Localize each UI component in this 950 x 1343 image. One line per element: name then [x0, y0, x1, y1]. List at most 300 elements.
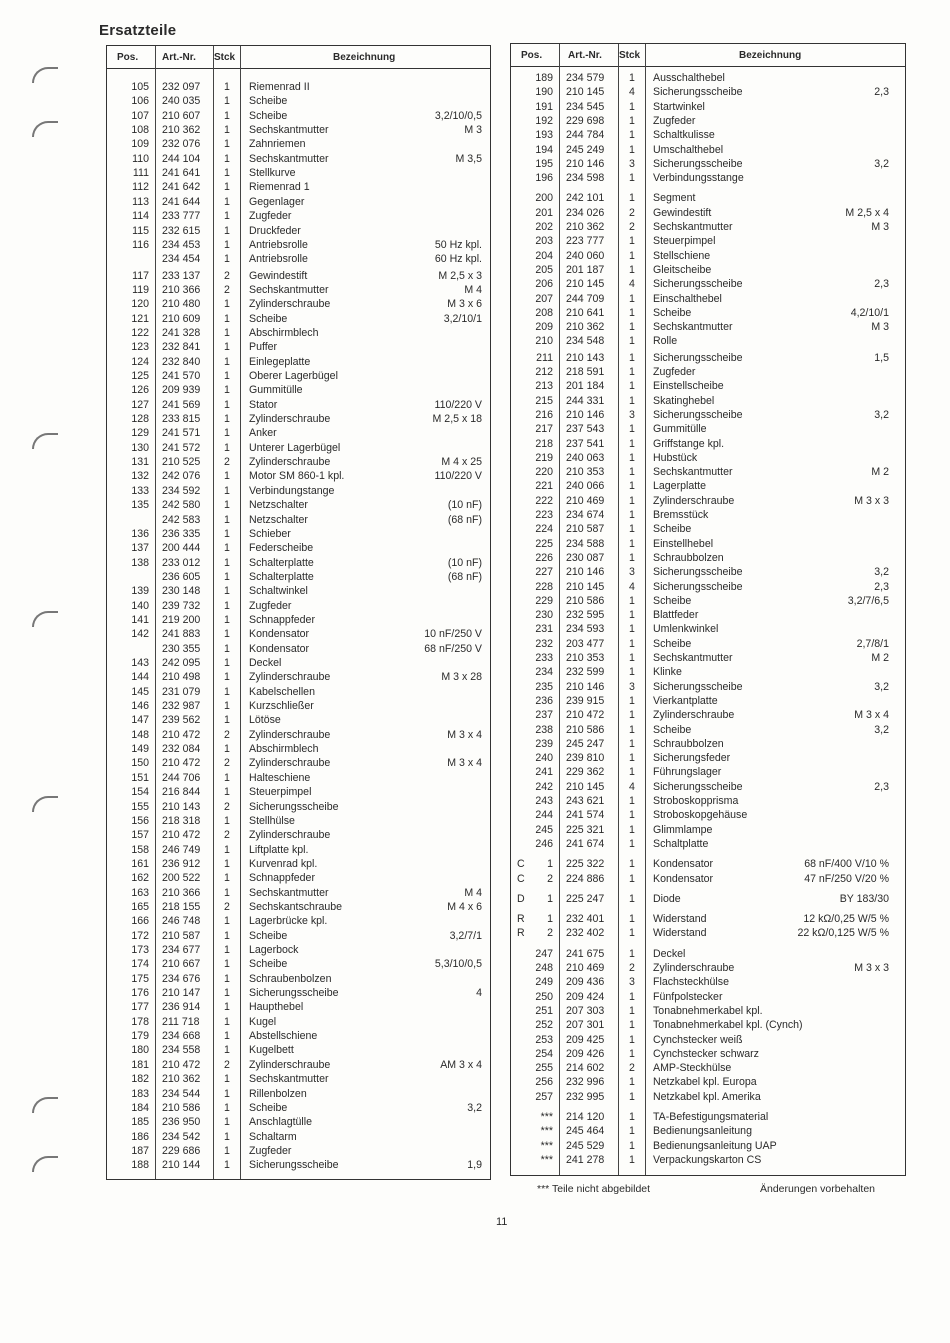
row-qty: 1: [224, 441, 230, 454]
row-spec: 47 nF/250 V/20 %: [804, 872, 889, 885]
table-row: [107, 469, 490, 483]
row-art-nr: 245 249: [566, 143, 605, 156]
row-spec: 2,3: [874, 780, 889, 793]
row-art-nr: 241 278: [566, 1153, 605, 1166]
row-qty: 1: [629, 423, 635, 436]
row-spec: 2,3: [874, 580, 889, 593]
binder-hole-mark: [32, 1097, 58, 1113]
row-art-nr: 246 749: [162, 843, 201, 856]
table-row: [511, 872, 905, 886]
row-qty: 1: [629, 235, 635, 248]
row-description: Sicherungsscheibe: [249, 800, 339, 813]
row-art-nr: 246 748: [162, 915, 201, 928]
row-spec: 68 nF/400 V/10 %: [804, 858, 889, 871]
row-art-nr: 241 675: [566, 947, 605, 960]
row-art-nr: 211 718: [162, 1015, 200, 1028]
row-description: Schraubbolzen: [653, 737, 724, 750]
table-row: [511, 765, 905, 779]
row-art-nr: 210 480: [162, 298, 201, 311]
row-qty: 1: [224, 499, 230, 512]
row-art-nr: 236 950: [162, 1116, 201, 1129]
row-description: Sicherungsscheibe: [653, 566, 743, 579]
table-row: [511, 422, 905, 436]
row-art-nr: 242 095: [162, 657, 201, 669]
row-description: Verpackungskarton CS: [653, 1153, 762, 1166]
row-qty: 1: [224, 470, 230, 483]
row-qty: 1: [224, 1015, 230, 1028]
table-row: [511, 365, 905, 379]
row-description: Widerstand: [653, 927, 707, 940]
row-qty: 2: [224, 728, 230, 741]
row-art-nr: 244 104: [162, 152, 201, 165]
table-row: [511, 680, 905, 694]
row-qty: 1: [629, 523, 635, 536]
row-description: Sechskantmutter: [653, 466, 733, 479]
row-art-nr: 225 247: [566, 892, 605, 905]
row-spec: (10 nF): [447, 556, 482, 569]
row-art-nr: 236 605: [162, 570, 201, 583]
row-qty: 1: [224, 167, 230, 180]
row-description: Schalterplatte: [249, 570, 314, 583]
row-art-nr: 210 362: [162, 1073, 201, 1086]
row-description: Zylinderschraube: [249, 671, 331, 684]
row-art-nr: 210 472: [162, 829, 201, 842]
row-spec: 5,3/10/0,5: [434, 958, 482, 971]
row-pos: 202: [535, 221, 553, 233]
binder-hole-mark: [32, 1156, 58, 1172]
row-qty: 4: [629, 278, 635, 291]
row-prefix: R: [517, 927, 525, 940]
row-art-nr: 210 607: [162, 109, 201, 122]
row-pos: ***: [540, 1153, 553, 1166]
row-pos: 251: [535, 1004, 553, 1017]
row-pos: 252: [535, 1019, 553, 1032]
table-row: [107, 1029, 490, 1043]
row-art-nr: 244 709: [566, 292, 605, 305]
row-art-nr: 225 321: [566, 823, 605, 836]
row-qty: 1: [629, 380, 635, 393]
row-spec: M 3: [871, 221, 889, 233]
row-qty: 2: [224, 456, 230, 469]
row-pos: 189: [535, 72, 553, 84]
row-art-nr: 209 425: [566, 1033, 605, 1046]
row-description: Klinke: [653, 666, 682, 679]
table-row: [107, 513, 490, 527]
row-spec: 3,2/7/1: [449, 929, 482, 942]
row-qty: 1: [629, 351, 635, 364]
row-art-nr: 232 840: [162, 355, 201, 368]
row-description: Stellkurve: [249, 167, 296, 180]
row-pos: 242: [535, 780, 553, 793]
row-description: Verbindungstange: [249, 484, 335, 497]
row-qty: 1: [629, 451, 635, 464]
row-art-nr: 201 184: [566, 380, 605, 393]
row-art-nr: 234 579: [566, 72, 605, 84]
row-pos: 142: [131, 628, 149, 641]
row-pos: 146: [131, 700, 149, 713]
row-pos: 176: [131, 987, 149, 1000]
row-art-nr: 210 469: [566, 962, 605, 974]
row-description: Lagerplatte: [653, 480, 707, 493]
row-description: Hubstück: [653, 451, 698, 464]
table-row: [107, 900, 490, 914]
row-art-nr: 210 641: [566, 306, 605, 319]
row-qty: 1: [629, 1076, 635, 1089]
row-pos: 175: [131, 972, 149, 985]
row-spec: 50 Hz kpl.: [434, 238, 482, 251]
table-row: [107, 123, 490, 137]
row-description: Sicherungsscheibe: [653, 408, 743, 421]
row-pos: 177: [131, 1001, 149, 1014]
row-art-nr: 242 580: [162, 499, 201, 512]
table-row: [511, 1139, 905, 1153]
row-pos: 178: [131, 1015, 149, 1028]
row-prefix: R: [517, 913, 525, 926]
row-pos: 162: [131, 872, 149, 885]
row-description: Kondensator: [653, 872, 714, 885]
row-art-nr: 241 644: [162, 195, 201, 208]
row-art-nr: 210 469: [566, 494, 605, 507]
row-description: Sicherungsscheibe: [653, 580, 743, 593]
table-row: [511, 437, 905, 451]
row-pos: 212: [535, 366, 553, 378]
row-qty: 1: [224, 298, 230, 311]
row-spec: M 4 x 6: [447, 900, 482, 913]
table-row: [107, 599, 490, 613]
row-pos: 112: [132, 181, 149, 194]
row-art-nr: 237 543: [566, 423, 605, 436]
row-pos: 116: [132, 238, 149, 251]
row-pos: 143: [131, 657, 149, 669]
row-spec: M 3: [871, 321, 889, 334]
row-art-nr: 214 602: [566, 1062, 605, 1075]
row-description: TA-Befestigungsmaterial: [653, 1111, 769, 1123]
table-row: [511, 892, 905, 906]
row-description: Zylinderschraube: [249, 728, 331, 741]
row-art-nr: 244 331: [566, 394, 605, 407]
row-pos: 241: [535, 766, 553, 779]
row-description: Stroboskopgehäuse: [653, 809, 748, 822]
row-qty: 1: [629, 723, 635, 736]
row-art-nr: 210 362: [162, 124, 201, 137]
row-art-nr: 210 145: [566, 580, 605, 593]
row-art-nr: 236 335: [162, 527, 201, 540]
row-qty: 2: [224, 800, 230, 813]
row-pos: 213: [535, 380, 553, 393]
row-art-nr: 210 586: [566, 594, 605, 607]
row-description: Stator: [249, 398, 278, 411]
table-row: [107, 771, 490, 785]
row-qty: 1: [224, 929, 230, 942]
row-qty: 1: [224, 124, 230, 137]
table-row: [511, 975, 905, 989]
row-art-nr: 233 815: [162, 413, 201, 426]
row-description: Zugfeder: [249, 1144, 292, 1157]
table-row: [511, 694, 905, 708]
table-row: [511, 637, 905, 651]
row-spec: M 2,5 x 4: [845, 206, 889, 219]
row-qty: 1: [224, 771, 230, 784]
row-art-nr: 240 063: [566, 451, 605, 464]
table-row: [511, 1033, 905, 1047]
row-qty: 1: [629, 609, 635, 622]
row-pos: 180: [131, 1044, 149, 1057]
row-art-nr: 234 542: [162, 1130, 201, 1143]
row-description: Widerstand: [653, 913, 707, 926]
row-description: Kurvenrad kpl.: [249, 857, 318, 870]
row-description: Einschalthebel: [653, 292, 722, 305]
row-qty: 1: [629, 537, 635, 550]
table-row: [511, 522, 905, 536]
row-qty: 1: [629, 623, 635, 636]
table-row: [107, 914, 490, 928]
row-art-nr: 240 066: [566, 480, 605, 493]
table-row: [511, 114, 905, 128]
row-description: Riemenrad II: [249, 81, 310, 93]
row-spec: M 2: [871, 652, 889, 664]
row-description: Oberer Lagerbügel: [249, 370, 338, 382]
row-qty: 2: [629, 1062, 635, 1075]
row-description: Zugfeder: [249, 599, 292, 612]
row-pos: 219: [535, 451, 553, 464]
row-qty: 1: [629, 652, 635, 664]
row-spec: 3,2/10/0,5: [434, 109, 482, 122]
table-row: [107, 312, 490, 326]
row-qty: 1: [224, 312, 230, 325]
row-qty: 1: [629, 594, 635, 607]
row-pos: 124: [131, 355, 149, 368]
row-art-nr: 210 472: [566, 709, 605, 722]
row-pos: 184: [131, 1101, 149, 1114]
row-description: Liftplatte kpl.: [249, 843, 309, 856]
row-qty: 1: [224, 657, 230, 669]
row-description: Bedienungsanleitung UAP: [653, 1139, 777, 1152]
row-art-nr: 232 841: [162, 341, 201, 354]
table-row: [107, 283, 490, 297]
table-row: [107, 785, 490, 799]
row-qty: 1: [224, 413, 230, 426]
row-pos: 205: [535, 263, 553, 276]
row-art-nr: 210 143: [162, 800, 201, 813]
row-art-nr: 210 587: [566, 523, 605, 536]
row-art-nr: 241 641: [162, 167, 201, 180]
row-qty: 1: [224, 427, 230, 440]
row-qty: 2: [629, 206, 635, 219]
row-pos: 148: [131, 728, 149, 741]
row-pos: 227: [535, 566, 553, 579]
table-row: [107, 943, 490, 957]
row-description: Sechskantmutter: [249, 152, 329, 165]
page-title: Ersatzteile: [99, 22, 177, 39]
table-row: [511, 479, 905, 493]
row-spec: M 2,5 x 18: [432, 413, 482, 426]
row-qty: 1: [629, 494, 635, 507]
row-pos: 196: [535, 172, 553, 185]
row-spec: 2,7/8/1: [856, 637, 889, 650]
table-row: [107, 699, 490, 713]
row-qty: 1: [224, 1001, 230, 1014]
row-description: Kondensator: [249, 642, 310, 655]
table-row: [107, 94, 490, 108]
row-spec: 10 nF/250 V: [424, 628, 482, 641]
row-art-nr: 234 592: [162, 484, 201, 497]
table-row: [107, 957, 490, 971]
row-art-nr: 234 674: [566, 509, 605, 521]
row-pos: 186: [131, 1130, 149, 1143]
row-pos: 123: [131, 341, 149, 354]
row-qty: 1: [224, 700, 230, 713]
row-pos: 131: [131, 456, 149, 469]
row-pos: 108: [131, 124, 149, 137]
row-prefix: C: [517, 872, 525, 885]
row-art-nr: 234 454: [162, 253, 201, 266]
row-pos: 211: [536, 351, 553, 364]
table-header: [511, 44, 905, 67]
row-qty: 1: [629, 551, 635, 564]
row-qty: 1: [629, 1033, 635, 1046]
table-row: [511, 191, 905, 205]
row-description: Sicherungsscheibe: [249, 1159, 339, 1172]
table-row: [511, 465, 905, 479]
table-row: [107, 584, 490, 598]
row-art-nr: 209 426: [566, 1047, 605, 1060]
row-description: Rillenbolzen: [249, 1087, 307, 1100]
row-description: Verbindungsstange: [653, 172, 744, 185]
row-qty: 1: [629, 129, 635, 142]
row-pos: 1: [547, 892, 553, 905]
row-description: Schnappfeder: [249, 613, 315, 626]
row-art-nr: 234 548: [566, 335, 605, 348]
row-pos: 141: [131, 613, 149, 626]
row-qty: 1: [629, 709, 635, 722]
table-row: [511, 1153, 905, 1167]
row-pos: 174: [131, 958, 149, 971]
row-description: Sicherungsscheibe: [249, 987, 339, 1000]
row-art-nr: 239 915: [566, 694, 605, 707]
row-art-nr: 244 706: [162, 771, 201, 784]
table-row: [511, 277, 905, 291]
row-art-nr: 239 810: [566, 752, 605, 765]
row-art-nr: 232 996: [566, 1076, 605, 1089]
row-art-nr: 239 732: [162, 599, 201, 612]
row-description: Einstellscheibe: [653, 380, 724, 393]
row-description: Scheibe: [249, 1101, 288, 1114]
row-spec: 3,2/10/1: [443, 312, 482, 325]
table-row: [107, 426, 490, 440]
table-row: [107, 742, 490, 756]
row-description: Zahnriemen: [249, 138, 306, 151]
row-art-nr: 234 453: [162, 238, 201, 251]
row-art-nr: 245 464: [566, 1125, 605, 1138]
row-qty: 1: [224, 542, 230, 555]
row-spec: 1,9: [467, 1159, 482, 1172]
row-spec: M 3 x 28: [441, 671, 482, 684]
row-qty: 4: [629, 780, 635, 793]
row-pos: 151: [131, 771, 149, 784]
table-row: [107, 1101, 490, 1115]
row-qty: 1: [629, 694, 635, 707]
row-description: Zugfeder: [653, 114, 696, 127]
row-description: Kugel: [249, 1015, 277, 1028]
row-pos: 155: [131, 800, 149, 813]
row-art-nr: 210 587: [162, 929, 201, 942]
row-pos: 225: [535, 537, 553, 550]
row-qty: 1: [629, 480, 635, 493]
row-spec: M 2,5 x 3: [438, 269, 482, 282]
row-qty: 1: [629, 947, 635, 960]
row-pos: 191: [535, 100, 553, 113]
row-art-nr: 232 595: [566, 609, 605, 622]
row-qty: 1: [629, 466, 635, 479]
row-description: Scheibe: [249, 95, 288, 108]
row-qty: 1: [224, 1073, 230, 1086]
table-row: [107, 398, 490, 412]
row-qty: 2: [629, 962, 635, 974]
row-description: Anker: [249, 427, 277, 440]
table-row: [511, 1047, 905, 1061]
row-pos: 253: [535, 1033, 553, 1046]
table-row: [107, 326, 490, 340]
row-description: Stroboskopprisma: [653, 795, 739, 807]
table-row: [511, 220, 905, 234]
row-pos: 218: [535, 437, 553, 450]
row-pos: 231: [535, 623, 553, 636]
table-row: [107, 369, 490, 383]
row-description: Lagerbock: [249, 944, 299, 956]
row-pos: 156: [131, 814, 149, 827]
row-description: Sechskantmutter: [249, 1073, 329, 1086]
row-art-nr: 210 667: [162, 958, 201, 971]
table-row: [511, 580, 905, 594]
table-row: [107, 1144, 490, 1158]
row-description: Sechskantmutter: [249, 283, 329, 296]
table-row: [511, 1018, 905, 1032]
table-row: [511, 926, 905, 940]
table-row: [107, 224, 490, 238]
table-row: [107, 1115, 490, 1129]
row-pos: 154: [131, 786, 149, 799]
row-pos: 237: [535, 709, 553, 722]
row-spec: AM 3 x 4: [440, 1058, 482, 1071]
row-description: Gewindestift: [249, 269, 308, 282]
row-description: Schnappfeder: [249, 872, 315, 885]
row-pos: 215: [535, 394, 553, 407]
row-spec: (68 nF): [447, 513, 482, 526]
row-art-nr: 229 362: [566, 766, 605, 779]
row-pos: 137: [131, 542, 149, 555]
row-spec: M 3 x 6: [447, 298, 482, 311]
row-pos: 220: [535, 466, 553, 479]
row-spec: 3,2: [467, 1101, 482, 1114]
row-qty: 1: [629, 990, 635, 1003]
row-qty: 1: [629, 306, 635, 319]
table-row: [511, 494, 905, 508]
row-description: Sechskantschraube: [249, 900, 343, 913]
row-qty: 1: [224, 843, 230, 856]
row-pos: 120: [131, 298, 149, 311]
row-qty: 2: [224, 829, 230, 842]
row-art-nr: 232 076: [162, 138, 201, 151]
row-description: Umschalthebel: [653, 143, 724, 156]
row-art-nr: 210 353: [566, 652, 605, 664]
row-qty: 2: [224, 900, 230, 913]
table-row: [107, 297, 490, 311]
header-bez: Bezeichnung: [739, 50, 802, 61]
row-qty: 3: [629, 566, 635, 579]
row-pos: 190: [535, 86, 553, 99]
row-qty: 1: [224, 1044, 230, 1057]
row-art-nr: 218 591: [566, 366, 605, 378]
